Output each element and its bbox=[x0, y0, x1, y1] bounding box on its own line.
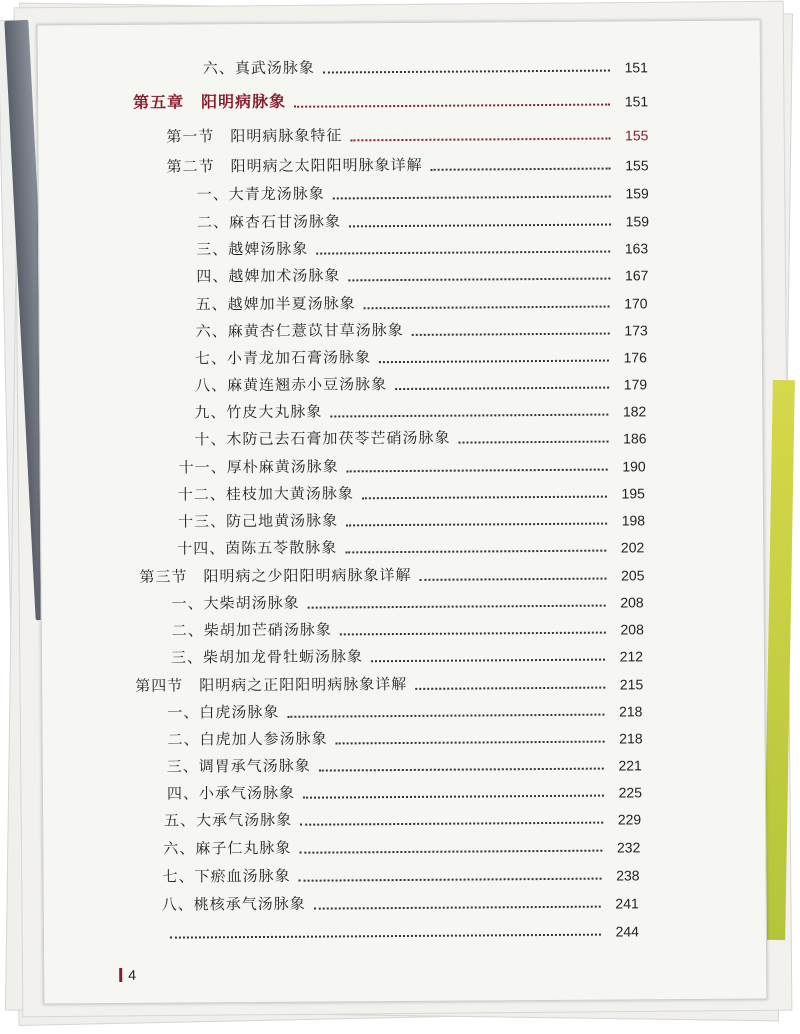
page-footer bbox=[119, 967, 136, 983]
toc-entry-page: 182 bbox=[622, 403, 647, 420]
toc-entry-page: 225 bbox=[618, 784, 643, 801]
leader-dots bbox=[350, 138, 610, 142]
toc-entry-label: 六、麻子仁丸脉象 bbox=[163, 838, 292, 858]
page-number: 4 bbox=[128, 966, 137, 983]
toc-entry-label: 九、竹皮大丸脉象 bbox=[194, 402, 323, 422]
toc-entry-label: 七、小青龙加石膏汤脉象 bbox=[194, 348, 371, 368]
leader-dots bbox=[459, 441, 609, 444]
toc-entry[interactable] bbox=[162, 917, 639, 942]
leader-dots bbox=[299, 850, 602, 854]
toc-entry[interactable] bbox=[162, 889, 639, 914]
toc-entry[interactable] bbox=[197, 179, 649, 204]
toc-entry[interactable] bbox=[195, 370, 647, 395]
toc-entry-label: 十二、桂枝加大黄汤脉象 bbox=[177, 484, 354, 504]
toc-entry-page: 159 bbox=[625, 213, 650, 230]
toc-entry[interactable] bbox=[172, 615, 644, 640]
section-page: 215 bbox=[619, 676, 644, 693]
toc-entry-label: 四、越婢加术汤脉象 bbox=[196, 266, 341, 286]
toc-entry[interactable] bbox=[167, 778, 642, 803]
toc-entry-page: 218 bbox=[619, 730, 643, 747]
page-number-marker bbox=[119, 968, 122, 982]
section-label: 第一节 阳明病脉象特征 bbox=[166, 126, 343, 146]
toc-entry-label: 三、柴胡加龙骨牡蛎汤脉象 bbox=[170, 647, 364, 667]
toc-entry[interactable] bbox=[164, 805, 641, 830]
toc-entry-page: 170 bbox=[624, 295, 648, 312]
toc-entry[interactable] bbox=[196, 234, 648, 259]
toc-entry-label: 五、大承气汤脉象 bbox=[164, 810, 293, 830]
leader-dots bbox=[419, 578, 606, 581]
toc-entry[interactable] bbox=[167, 724, 642, 749]
toc-entry-page: 195 bbox=[621, 485, 645, 502]
toc-entry-page: 179 bbox=[623, 376, 648, 393]
leader-dots bbox=[330, 414, 608, 418]
toc-entry-page: 221 bbox=[618, 757, 642, 774]
toc-entry[interactable] bbox=[196, 316, 648, 341]
toc-entry-label: 三、调胃承气汤脉象 bbox=[166, 756, 311, 776]
toc-entry-page: 190 bbox=[622, 458, 646, 475]
leader-dots bbox=[347, 469, 608, 473]
toc-entry-label: 三、越婢汤脉象 bbox=[196, 239, 309, 259]
toc-entry[interactable] bbox=[178, 479, 645, 504]
toc-entry-label: 六、真武汤脉象 bbox=[202, 58, 315, 78]
toc-entry[interactable] bbox=[194, 397, 646, 422]
toc-entry-page: 212 bbox=[619, 648, 644, 665]
leader-dots bbox=[345, 550, 606, 554]
toc-entry[interactable] bbox=[197, 207, 649, 232]
toc-entry-page: 167 bbox=[624, 267, 649, 284]
toc-entry-label: 一、白虎汤脉象 bbox=[167, 702, 280, 722]
chapter-page: 151 bbox=[624, 93, 649, 110]
leader-dots bbox=[314, 906, 601, 910]
toc-entry-label: 一、大柴胡汤脉象 bbox=[171, 593, 300, 613]
toc-section[interactable] bbox=[166, 121, 648, 146]
toc-entry-label: 八、麻黄连翘赤小豆汤脉象 bbox=[195, 375, 388, 395]
toc-entry-label: 十三、防己地黄汤脉象 bbox=[177, 511, 339, 531]
toc-entry-label: 一、大青龙汤脉象 bbox=[196, 184, 325, 204]
section-label: 第二节 阳明病之太阳阳明脉象详解 bbox=[166, 155, 423, 176]
toc-entry-page: 159 bbox=[625, 185, 649, 202]
toc-entry[interactable] bbox=[162, 861, 639, 886]
leader-dots bbox=[316, 251, 610, 255]
leader-dots bbox=[294, 104, 610, 108]
leader-dots bbox=[379, 360, 609, 364]
toc-section[interactable] bbox=[139, 561, 644, 587]
toc-entry-label: 二、麻杏石甘汤脉象 bbox=[196, 212, 342, 232]
leader-dots bbox=[362, 496, 607, 500]
leader-dots bbox=[349, 224, 611, 228]
toc-entry-label: 二、白虎加人参汤脉象 bbox=[167, 729, 328, 749]
leader-dots bbox=[308, 605, 606, 609]
toc-entry-label: 八、桃核承气汤脉象 bbox=[161, 894, 306, 914]
toc-entry-label: 二、柴胡加芒硝汤脉象 bbox=[171, 620, 332, 640]
toc-entry-label: 七、下瘀血汤脉象 bbox=[162, 866, 291, 886]
section-page: 155 bbox=[624, 127, 649, 144]
leader-dots bbox=[340, 632, 606, 636]
toc-entry-page: 238 bbox=[616, 867, 640, 884]
leader-dots bbox=[395, 387, 609, 390]
toc-entry-page: 218 bbox=[618, 703, 643, 720]
leader-dots bbox=[323, 70, 610, 74]
leader-dots bbox=[412, 333, 610, 336]
toc-entry[interactable] bbox=[172, 588, 644, 613]
leader-dots bbox=[300, 822, 603, 826]
toc-entry-label: 十、木防己去石膏加茯苓芒硝汤脉象 bbox=[194, 428, 451, 449]
section-label: 第四节 阳明病之正阳阳明病脉象详解 bbox=[135, 674, 408, 695]
toc-entry-label: 五、越婢加半夏汤脉象 bbox=[195, 294, 356, 314]
leader-dots bbox=[346, 523, 607, 527]
leader-dots bbox=[348, 278, 610, 282]
toc-entry-label: 六、麻黄杏仁薏苡甘草汤脉象 bbox=[195, 320, 404, 341]
toc-entry[interactable] bbox=[171, 642, 643, 667]
toc-entry[interactable] bbox=[203, 53, 648, 78]
toc-entry-page: 244 bbox=[615, 923, 639, 940]
leader-dots bbox=[333, 196, 611, 200]
toc-entry-page: 176 bbox=[623, 349, 647, 366]
section-label: 第三节 阳明病之少阳阳明病脉象详解 bbox=[139, 565, 412, 586]
toc-entry[interactable] bbox=[179, 452, 646, 477]
chapter-title: 第五章 阳明病脉象 bbox=[133, 93, 287, 112]
toc-entry[interactable] bbox=[178, 506, 645, 531]
leader-dots bbox=[371, 659, 605, 663]
leader-dots bbox=[415, 687, 605, 690]
toc-entry-page: 173 bbox=[624, 322, 648, 339]
toc-chapter[interactable] bbox=[133, 87, 648, 113]
toc-entry-label: 十四、茵陈五苓散脉象 bbox=[177, 538, 338, 558]
toc-entry-label: 十一、厚朴麻黄汤脉象 bbox=[178, 457, 339, 477]
leader-dots bbox=[299, 878, 602, 882]
toc-entry[interactable] bbox=[163, 833, 640, 858]
toc-section[interactable] bbox=[166, 151, 648, 176]
section-page: 155 bbox=[625, 157, 649, 174]
leader-dots bbox=[364, 306, 610, 310]
section-page: 205 bbox=[621, 567, 645, 584]
toc-entry-page: 232 bbox=[616, 839, 641, 856]
toc-entry-page: 208 bbox=[620, 594, 644, 611]
leader-dots bbox=[431, 168, 611, 171]
toc-entry[interactable] bbox=[195, 343, 647, 368]
toc-entry[interactable] bbox=[195, 289, 647, 314]
leader-dots bbox=[170, 934, 601, 939]
leader-dots bbox=[287, 714, 604, 718]
toc-entry-label: 四、小承气汤脉象 bbox=[166, 783, 296, 803]
toc-entry-page: 163 bbox=[624, 240, 649, 257]
toc-section[interactable] bbox=[135, 670, 643, 696]
toc-entry[interactable] bbox=[194, 424, 646, 449]
toc-entry[interactable] bbox=[196, 261, 648, 286]
toc-entry[interactable] bbox=[167, 697, 642, 722]
toc-entry-page: 229 bbox=[617, 811, 642, 828]
toc-entry-page: 241 bbox=[615, 895, 639, 912]
toc-entry[interactable] bbox=[167, 751, 642, 776]
toc-entry-page: 198 bbox=[621, 512, 646, 529]
toc-entry-page: 151 bbox=[624, 59, 648, 76]
leader-dots bbox=[336, 741, 605, 745]
leader-dots bbox=[303, 795, 604, 799]
toc-entry-page: 186 bbox=[623, 430, 647, 447]
leader-dots bbox=[319, 768, 604, 772]
toc-page bbox=[37, 19, 768, 1004]
toc-entry[interactable] bbox=[177, 533, 644, 558]
toc-entry-page: 208 bbox=[620, 621, 644, 638]
toc-entry-page: 202 bbox=[620, 539, 645, 556]
